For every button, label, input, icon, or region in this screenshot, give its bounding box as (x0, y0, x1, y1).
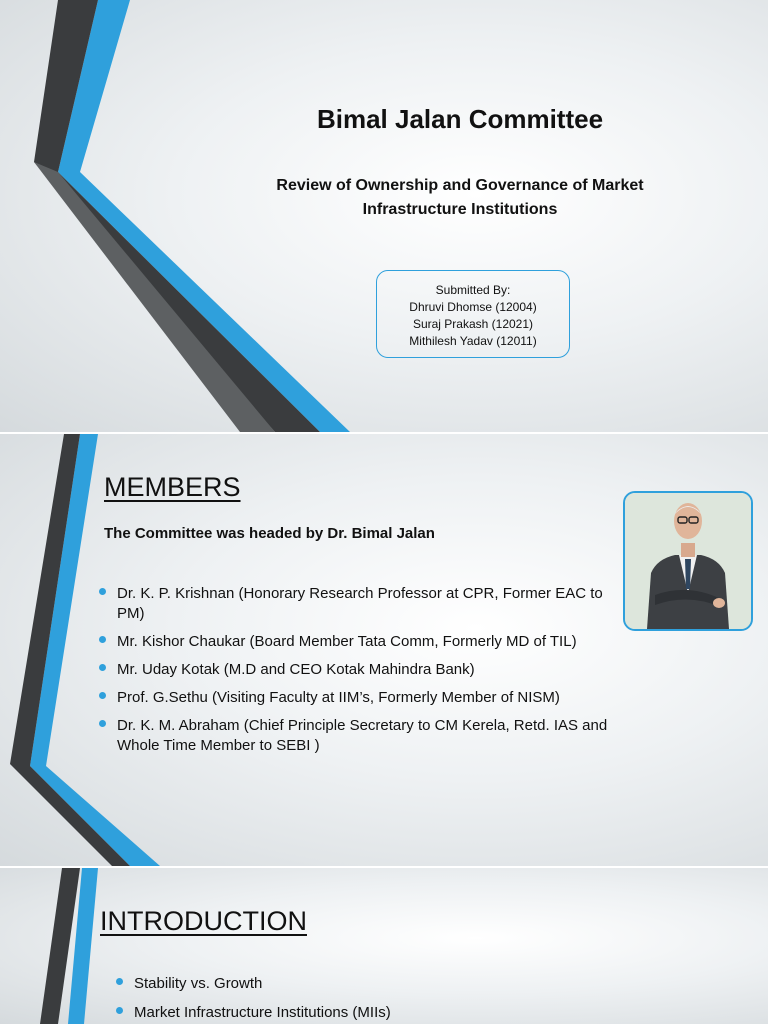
submitter-name: Dhruvi Dhomse (12004) (409, 300, 537, 314)
bullet-icon (99, 692, 106, 699)
committee-head-text: The Committee was headed by Dr. Bimal Jalan (104, 525, 435, 542)
list-item (99, 660, 624, 680)
bullet-icon (99, 720, 106, 727)
list-item (99, 584, 624, 624)
introduction-heading: INTRODUCTION (100, 906, 307, 936)
member-text: Prof. G.Sethu (Visiting Faculty at IIM’s, Formerly Member of NISM) (117, 689, 560, 706)
list-item (99, 632, 624, 652)
title-slide (0, 0, 768, 432)
bullet-icon (116, 1007, 123, 1014)
list-item (116, 974, 616, 994)
member-text: Dr. K. P. Krishnan (Honorary Research Professor at CPR, Former EAC to PM) (117, 585, 603, 622)
submitter-name: Mithilesh Yadav (12011) (409, 334, 537, 348)
bullet-icon (99, 588, 106, 595)
slide-subtitle (250, 174, 670, 222)
bullet-icon (99, 636, 106, 643)
subtitle-line: Infrastructure Institutions (362, 201, 558, 218)
list-item (116, 1003, 616, 1023)
submitter-name: Suraj Prakash (12021) (412, 317, 534, 331)
members-heading: MEMBERS (104, 472, 241, 502)
list-item (99, 716, 624, 756)
submitted-by-label: Submitted By: (435, 283, 511, 297)
slide-title: Bimal Jalan Committee (316, 104, 604, 134)
subtitle-line: Review of Ownership and Governance of Market (276, 177, 644, 194)
bullet-icon (116, 978, 123, 985)
intro-text: Market Infrastructure Institutions (MIIs) (134, 1004, 391, 1021)
member-text: Mr. Uday Kotak (M.D and CEO Kotak Mahindra Bank) (117, 661, 475, 678)
member-text: Dr. K. M. Abraham (Chief Principle Secretary to CM Kerela, Retd. IAS and Whole Time Member to SEBI ) (117, 717, 608, 754)
person-portrait-icon (623, 491, 753, 631)
member-text: Mr. Kishor Chaukar (Board Member Tata Comm, Formerly MD of TIL) (117, 633, 577, 650)
submitted-by-box (376, 270, 570, 358)
list-item (99, 688, 624, 708)
intro-text: Stability vs. Growth (134, 975, 263, 992)
members-list (99, 584, 624, 764)
bullet-icon (99, 664, 106, 671)
introduction-list (116, 974, 616, 1032)
